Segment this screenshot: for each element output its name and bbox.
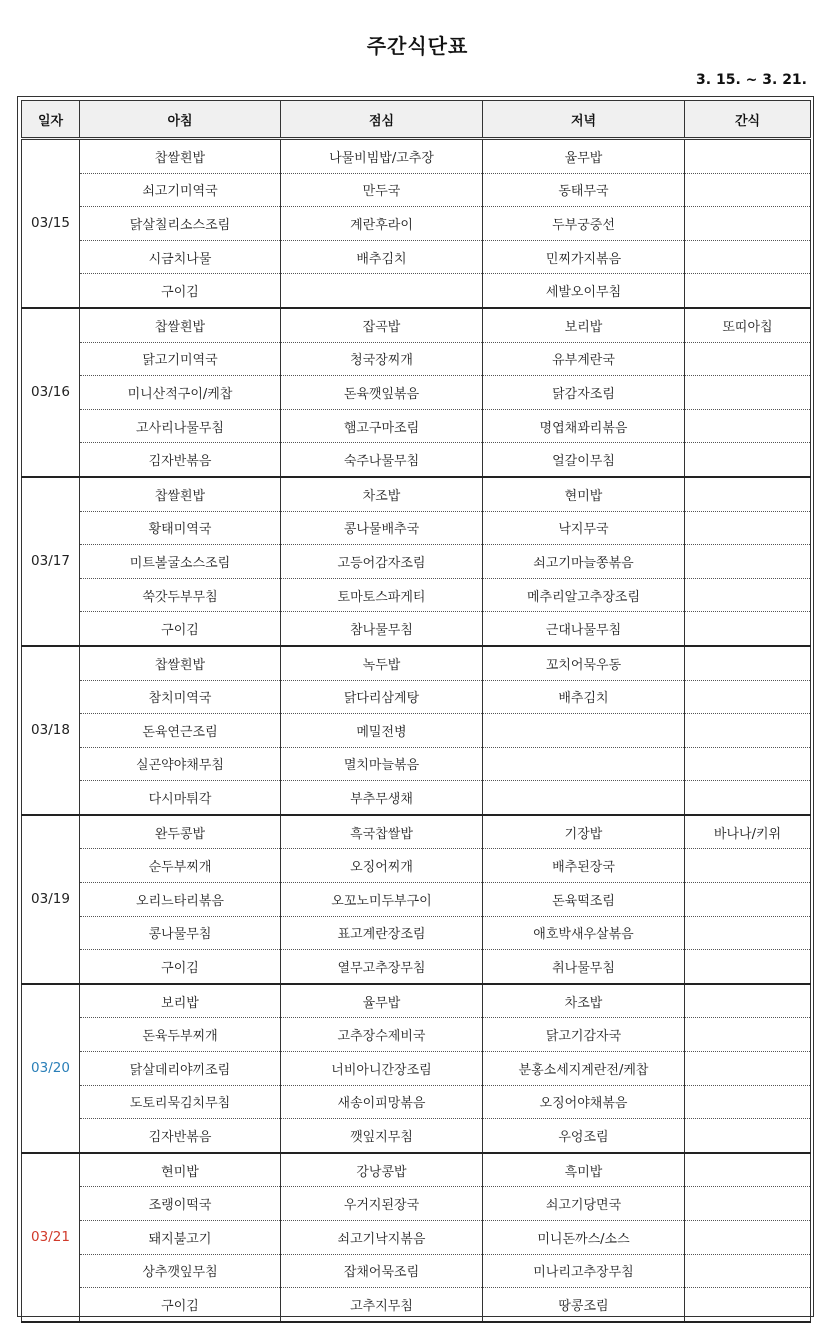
lunch-cell: 차조밥	[281, 477, 483, 511]
dinner-cell: 근대나물무침	[483, 612, 685, 646]
snack-cell	[685, 173, 811, 207]
dinner-cell: 낙지무국	[483, 511, 685, 545]
breakfast-cell: 조랭이떡국	[80, 1187, 281, 1221]
snack-cell	[685, 1052, 811, 1086]
snack-cell	[685, 1221, 811, 1255]
dinner-cell: 기장밥	[483, 815, 685, 849]
breakfast-cell: 김자반볶음	[80, 443, 281, 477]
lunch-cell: 깻잎지무침	[281, 1119, 483, 1153]
date-cell: 03/20	[22, 984, 80, 1153]
snack-cell	[685, 849, 811, 883]
date-cell: 03/15	[22, 139, 80, 308]
breakfast-cell: 구이김	[80, 612, 281, 646]
header-dinner: 저녁	[483, 101, 685, 139]
dinner-cell: 차조밥	[483, 984, 685, 1018]
table-row	[22, 781, 811, 815]
table-row	[22, 1288, 811, 1322]
table-row	[22, 578, 811, 612]
snack-cell	[685, 747, 811, 781]
header-breakfast: 아침	[80, 101, 281, 139]
table-row	[22, 984, 811, 1018]
dinner-cell: 우엉조림	[483, 1119, 685, 1153]
breakfast-cell: 돈육연근조림	[80, 714, 281, 748]
header-snack: 간식	[685, 101, 811, 139]
lunch-cell: 고추지무침	[281, 1288, 483, 1322]
lunch-cell: 고추장수제비국	[281, 1018, 483, 1052]
lunch-cell: 메밀전병	[281, 714, 483, 748]
snack-cell	[685, 1288, 811, 1322]
breakfast-cell: 미트볼굴소스조림	[80, 545, 281, 579]
lunch-cell: 표고계란장조림	[281, 916, 483, 950]
lunch-cell: 새송이피망볶음	[281, 1085, 483, 1119]
breakfast-cell: 쇠고기미역국	[80, 173, 281, 207]
table-row	[22, 916, 811, 950]
dinner-cell: 얼갈이무침	[483, 443, 685, 477]
table-row	[22, 1119, 811, 1153]
lunch-cell: 만두국	[281, 173, 483, 207]
lunch-cell: 우거지된장국	[281, 1187, 483, 1221]
header-row	[22, 101, 811, 139]
table-row	[22, 545, 811, 579]
snack-cell	[685, 207, 811, 241]
snack-cell	[685, 612, 811, 646]
table-row	[22, 849, 811, 883]
table-row	[22, 477, 811, 511]
dinner-cell: 배추된장국	[483, 849, 685, 883]
snack-cell	[685, 1187, 811, 1221]
table-row	[22, 443, 811, 477]
table-row	[22, 240, 811, 274]
breakfast-cell: 현미밥	[80, 1153, 281, 1187]
lunch-cell: 토마토스파게티	[281, 578, 483, 612]
breakfast-cell: 찹쌀흰밥	[80, 139, 281, 174]
dinner-cell: 보리밥	[483, 308, 685, 342]
lunch-cell: 계란후라이	[281, 207, 483, 241]
snack-cell	[685, 916, 811, 950]
snack-cell	[685, 240, 811, 274]
lunch-cell: 콩나물배추국	[281, 511, 483, 545]
breakfast-cell: 닭살데리야끼조림	[80, 1052, 281, 1086]
lunch-cell: 율무밥	[281, 984, 483, 1018]
lunch-cell: 오징어찌개	[281, 849, 483, 883]
dinner-cell: 애호박새우살볶음	[483, 916, 685, 950]
lunch-cell: 부추무생채	[281, 781, 483, 815]
breakfast-cell: 돈육두부찌개	[80, 1018, 281, 1052]
date-range: 3. 15. ~ 3. 21.	[696, 72, 807, 88]
dinner-cell: 현미밥	[483, 477, 685, 511]
dinner-cell: 닭고기감자국	[483, 1018, 685, 1052]
dinner-cell: 분홍소세지계란전/케찹	[483, 1052, 685, 1086]
table-row	[22, 1153, 811, 1187]
lunch-cell: 열무고추장무침	[281, 950, 483, 984]
lunch-cell: 참나물무침	[281, 612, 483, 646]
table-row	[22, 950, 811, 984]
lunch-cell	[281, 274, 483, 308]
table-row	[22, 207, 811, 241]
table-row	[22, 714, 811, 748]
snack-cell	[685, 1018, 811, 1052]
breakfast-cell: 쑥갓두부무침	[80, 578, 281, 612]
date-cell: 03/17	[22, 477, 80, 646]
dinner-cell: 배추김치	[483, 680, 685, 714]
dinner-cell: 쇠고기당면국	[483, 1187, 685, 1221]
snack-cell	[685, 646, 811, 680]
breakfast-cell: 다시마튀각	[80, 781, 281, 815]
dinner-cell	[483, 747, 685, 781]
snack-cell	[685, 883, 811, 917]
lunch-cell: 오꼬노미두부구이	[281, 883, 483, 917]
snack-cell	[685, 1153, 811, 1187]
table-row	[22, 308, 811, 342]
table-row	[22, 1052, 811, 1086]
snack-cell	[685, 409, 811, 443]
breakfast-cell: 구이김	[80, 274, 281, 308]
dinner-cell: 미니돈까스/소스	[483, 1221, 685, 1255]
header-lunch: 점심	[281, 101, 483, 139]
snack-cell	[685, 342, 811, 376]
snack-cell	[685, 545, 811, 579]
table-row	[22, 646, 811, 680]
dinner-cell: 취나물무침	[483, 950, 685, 984]
breakfast-cell: 구이김	[80, 950, 281, 984]
lunch-cell: 잡곡밥	[281, 308, 483, 342]
table-row	[22, 1085, 811, 1119]
snack-cell: 또띠아칩	[685, 308, 811, 342]
lunch-cell: 배추김치	[281, 240, 483, 274]
dinner-cell: 닭감자조림	[483, 376, 685, 410]
breakfast-cell: 미니산적구이/케찹	[80, 376, 281, 410]
snack-cell	[685, 1119, 811, 1153]
snack-cell	[685, 139, 811, 174]
table-row	[22, 680, 811, 714]
snack-cell	[685, 511, 811, 545]
table-row	[22, 342, 811, 376]
dinner-cell: 명엽채꽈리볶음	[483, 409, 685, 443]
snack-cell	[685, 578, 811, 612]
table-row	[22, 815, 811, 849]
snack-cell	[685, 274, 811, 308]
header-date: 일자	[22, 101, 80, 139]
snack-cell	[685, 376, 811, 410]
snack-cell	[685, 477, 811, 511]
lunch-cell: 멸치마늘볶음	[281, 747, 483, 781]
breakfast-cell: 고사리나물무침	[80, 409, 281, 443]
lunch-cell: 청국장찌개	[281, 342, 483, 376]
lunch-cell: 숙주나물무침	[281, 443, 483, 477]
lunch-cell: 강낭콩밥	[281, 1153, 483, 1187]
lunch-cell: 쇠고기낙지볶음	[281, 1221, 483, 1255]
snack-cell	[685, 714, 811, 748]
date-cell: 03/18	[22, 646, 80, 815]
date-cell: 03/19	[22, 815, 80, 984]
breakfast-cell: 찹쌀흰밥	[80, 477, 281, 511]
dinner-cell: 두부궁중선	[483, 207, 685, 241]
dinner-cell: 흑미밥	[483, 1153, 685, 1187]
dinner-cell: 미나리고추장무침	[483, 1254, 685, 1288]
table-row	[22, 376, 811, 410]
breakfast-cell: 김자반볶음	[80, 1119, 281, 1153]
snack-cell	[685, 1085, 811, 1119]
breakfast-cell: 콩나물무침	[80, 916, 281, 950]
date-cell: 03/16	[22, 308, 80, 477]
dinner-cell: 오징어야채볶음	[483, 1085, 685, 1119]
dinner-cell: 쇠고기마늘쫑볶음	[483, 545, 685, 579]
table-row	[22, 612, 811, 646]
table-row	[22, 173, 811, 207]
dinner-cell: 세발오이무침	[483, 274, 685, 308]
snack-cell	[685, 781, 811, 815]
breakfast-cell: 돼지불고기	[80, 1221, 281, 1255]
breakfast-cell: 도토리묵김치무침	[80, 1085, 281, 1119]
breakfast-cell: 오리느타리볶음	[80, 883, 281, 917]
breakfast-cell: 찹쌀흰밥	[80, 646, 281, 680]
page-title: 주간식단표	[366, 34, 469, 58]
dinner-cell: 꼬치어묵우동	[483, 646, 685, 680]
breakfast-cell: 구이김	[80, 1288, 281, 1322]
date-cell: 03/21	[22, 1153, 80, 1322]
table-row	[22, 883, 811, 917]
table-row	[22, 747, 811, 781]
breakfast-cell: 닭살칠리소스조림	[80, 207, 281, 241]
breakfast-cell: 찹쌀흰밥	[80, 308, 281, 342]
table-row	[22, 511, 811, 545]
dinner-cell: 메추리알고추장조림	[483, 578, 685, 612]
lunch-cell: 고등어감자조림	[281, 545, 483, 579]
menu-body	[22, 139, 811, 1322]
breakfast-cell: 황태미역국	[80, 511, 281, 545]
breakfast-cell: 시금치나물	[80, 240, 281, 274]
table-row	[22, 1221, 811, 1255]
table-row	[22, 1187, 811, 1221]
dinner-cell: 동태무국	[483, 173, 685, 207]
table-row	[22, 139, 811, 174]
table-row	[22, 1018, 811, 1052]
lunch-cell: 나물비빔밥/고추장	[281, 139, 483, 174]
lunch-cell: 잡채어묵조림	[281, 1254, 483, 1288]
snack-cell	[685, 680, 811, 714]
table-row	[22, 274, 811, 308]
lunch-cell: 닭다리삼계탕	[281, 680, 483, 714]
breakfast-cell: 보리밥	[80, 984, 281, 1018]
breakfast-cell: 순두부찌개	[80, 849, 281, 883]
dinner-cell: 돈육떡조림	[483, 883, 685, 917]
breakfast-cell: 실곤약야채무침	[80, 747, 281, 781]
breakfast-cell: 참치미역국	[80, 680, 281, 714]
dinner-cell: 율무밥	[483, 139, 685, 174]
breakfast-cell: 상추깻잎무침	[80, 1254, 281, 1288]
snack-cell	[685, 1254, 811, 1288]
lunch-cell: 녹두밥	[281, 646, 483, 680]
lunch-cell: 돈육깻잎볶음	[281, 376, 483, 410]
snack-cell	[685, 984, 811, 1018]
dinner-cell: 땅콩조림	[483, 1288, 685, 1322]
snack-cell	[685, 443, 811, 477]
weekly-menu-table	[21, 100, 811, 1323]
dinner-cell	[483, 781, 685, 815]
breakfast-cell: 닭고기미역국	[80, 342, 281, 376]
dinner-cell: 민찌가지볶음	[483, 240, 685, 274]
lunch-cell: 너비아니간장조림	[281, 1052, 483, 1086]
snack-cell	[685, 950, 811, 984]
lunch-cell: 햄고구마조림	[281, 409, 483, 443]
snack-cell: 바나나/키위	[685, 815, 811, 849]
table-row	[22, 409, 811, 443]
table-row	[22, 1254, 811, 1288]
dinner-cell: 유부계란국	[483, 342, 685, 376]
lunch-cell: 흑국찹쌀밥	[281, 815, 483, 849]
dinner-cell	[483, 714, 685, 748]
breakfast-cell: 완두콩밥	[80, 815, 281, 849]
